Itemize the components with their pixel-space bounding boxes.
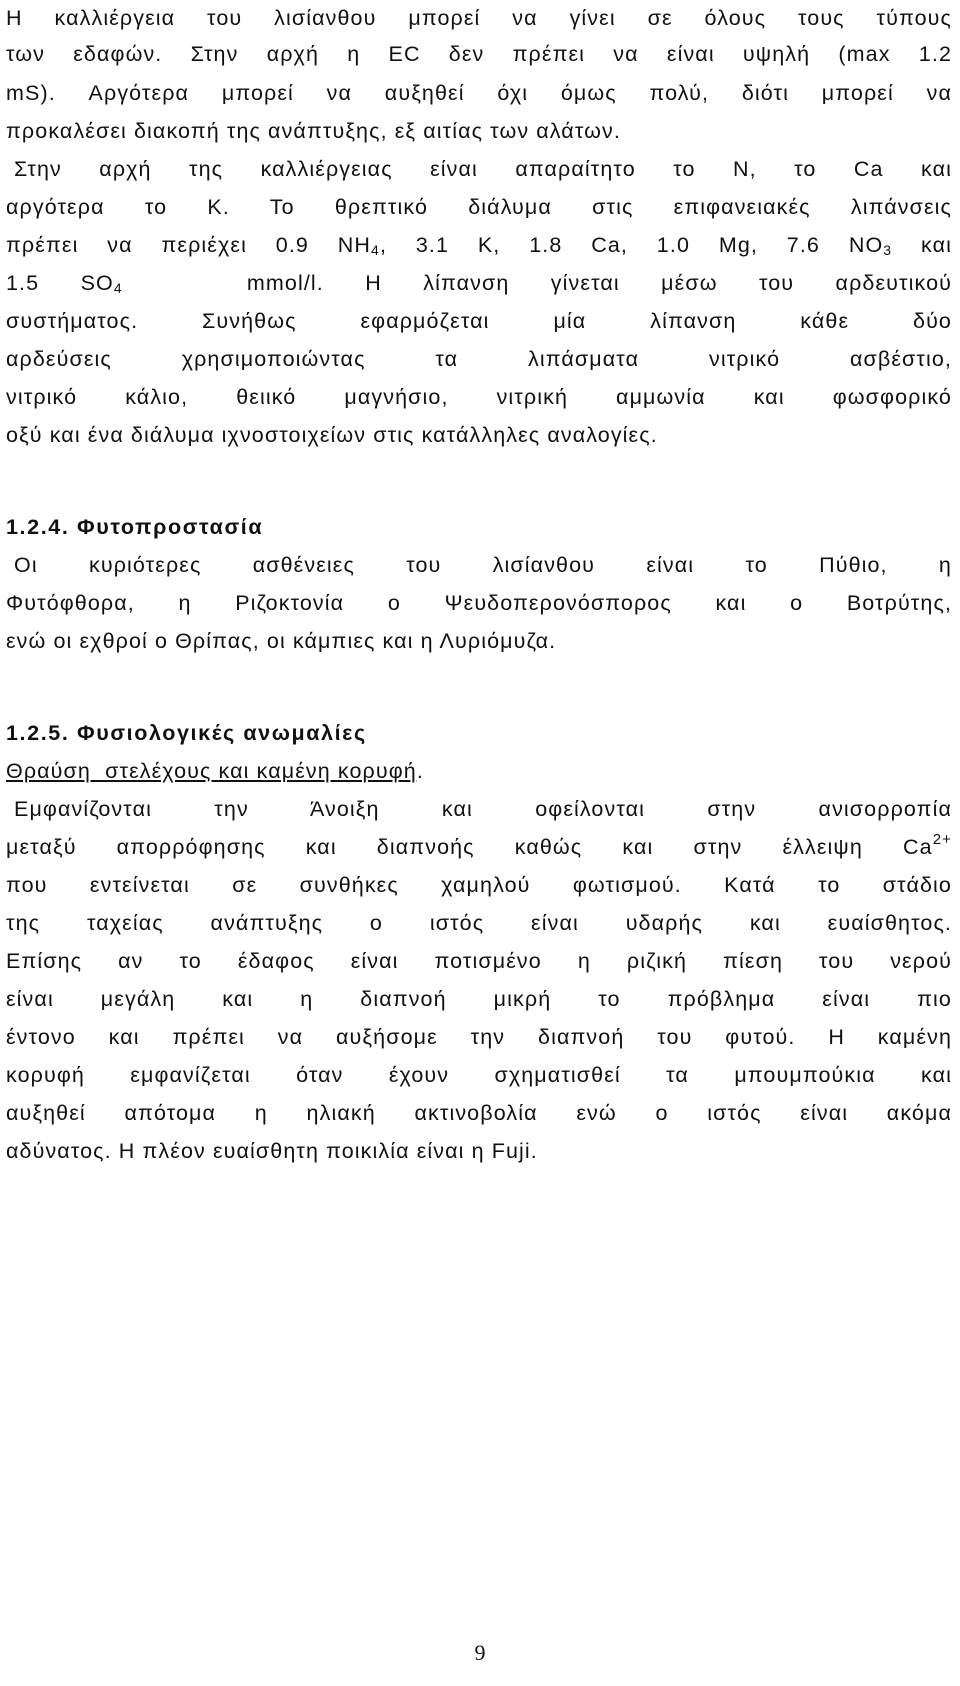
text-run: mmol/l. Η λίπανση γίνεται μέσω του αρδευτικού [122,271,952,295]
paragraph-line: Οι κυριότερες ασθένειες του λισίανθου είναι το Πύθιο, η [14,553,952,577]
paragraph-line: έντονο και πρέπει να αυξήσομε την διαπνοή του φυτού. Η καμένη [6,1025,952,1049]
paragraph-line: Φυτόφθορα, η Ριζοκτονία ο Ψευδοπερονόσπορος και ο Βοτρύτης, [6,591,952,615]
text-run: . [416,759,424,783]
paragraph-line: συστήματος. Συνήθως εφαρμόζεται μία λίπανση κάθε δύο [6,309,952,333]
paragraph-line [6,269,952,297]
subscript: 3 [883,242,893,258]
text-run: πρέπει να περιέχει 0.9 NH [6,233,372,257]
paragraph-line: κορυφή εμφανίζεται όταν έχουν σχηματισθεί τα μπουμπούκια και [6,1063,952,1087]
section-heading: 1.2.5. Φυσιολογικές ανωμαλίες [6,721,367,745]
paragraph-line: είναι μεγάλη και η διαπνοή μικρή το πρόβλημα είναι πιο [6,987,952,1011]
paragraph-line: προκαλέσει διακοπή της ανάπτυξης, εξ αιτίας των αλάτων. [6,119,621,143]
paragraph-line: της ταχείας ανάπτυξης ο ιστός είναι υδαρής και ευαίσθητος. [6,911,952,935]
paragraph-line: Επίσης αν το έδαφος είναι ποτισμένο η ριζική πίεση του νερού [6,949,952,973]
paragraph-line: αδύνατος. Η πλέον ευαίσθητη ποικιλία είναι η Fuji. [6,1139,538,1163]
subscript: 4 [371,242,380,258]
underlined-title: Θραύση στελέχους και καμένη κορυφή [6,759,417,783]
paragraph-line: νιτρικό κάλιο, θειικό μαγνήσιο, νιτρική αμμωνία και φωσφορικό [6,385,952,409]
superscript: 2+ [932,831,952,848]
paragraph-line: mS). Αργότερα μπορεί να αυξηθεί όχι όμως πολύ, διότι μπορεί να [6,81,952,105]
text-run: μεταξύ απορρόφησης και διαπνοής καθώς και στην έλλειψη Ca [6,835,933,859]
text-run: 1.5 SO [6,271,114,295]
text-run: και [892,233,952,257]
section-heading: 1.2.4. Φυτοπροστασία [6,515,264,539]
paragraph-line [6,231,952,259]
paragraph-line: Η καλλιέργεια του λισίανθου μπορεί να γίνει σε όλους τους τύπους [6,6,952,30]
paragraph-line: των εδαφών. Στην αρχή η EC δεν πρέπει να είναι υψηλή (max 1.2 [6,42,952,66]
paragraph-line [6,833,952,861]
paragraph-line: ενώ οι εχθροί ο Θρίπας, οι κάμπιες και η Λυριόμυζα. [6,629,557,653]
paragraph-line: που εντείνεται σε συνθήκες χαμηλού φωτισμού. Κατά το στάδιο [6,873,952,897]
paragraph-line: Στην αρχή της καλλιέργειας είναι απαραίτητο το N, το Ca και [14,157,952,181]
paragraph-line: αρδεύσεις χρησιμοποιώντας τα λιπάσματα νιτρικό ασβέστιο, [6,347,952,371]
page-number: 9 [474,1640,486,1665]
paragraph-line: οξύ και ένα διάλυμα ιχνοστοιχείων στις κατάλληλες αναλογίες. [6,423,658,447]
text-run: , 3.1 K, 1.8 Ca, 1.0 Mg, 7.6 NO [379,233,884,257]
subscript: 4 [113,280,123,296]
paragraph-line: αυξηθεί απότομα η ηλιακή ακτινοβολία ενώ ο ιστός είναι ακόμα [6,1101,952,1125]
subsection-heading [6,757,424,785]
paragraph-line: αργότερα το Κ. Το θρεπτικό διάλυμα στις επιφανειακές λιπάνσεις [6,195,952,219]
paragraph-line: Εμφανίζονται την Άνοιξη και οφείλονται στην ανισορροπία [14,797,952,821]
